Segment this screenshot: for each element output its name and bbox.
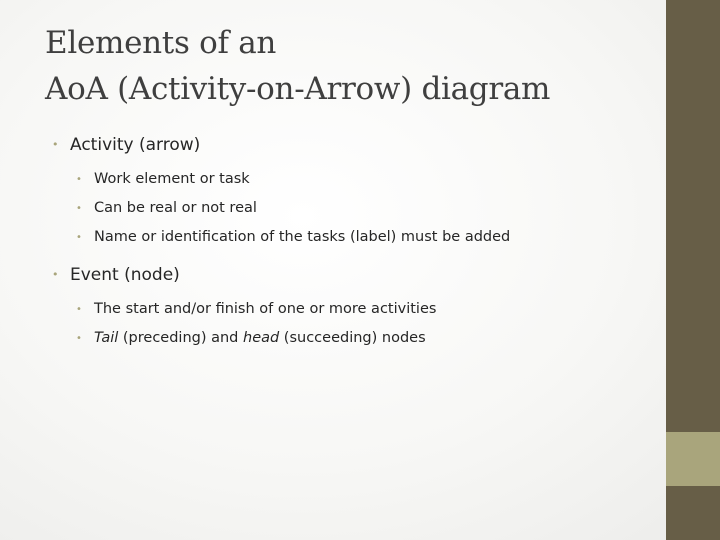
tail-term: Tail (94, 330, 119, 346)
head-rest: (succeeding) nodes (279, 330, 426, 346)
slide-title (45, 20, 655, 112)
sub-bullet-work-element (52, 165, 652, 194)
sub-bullet-label: Work element or task (94, 171, 250, 187)
sidebar-accent-block (666, 432, 720, 486)
sub-bullet-tail-head (52, 324, 652, 353)
sub-bullet-label: Name or identification of the tasks (label) must be added (94, 229, 511, 245)
bullet-label: Event (node) (70, 265, 180, 285)
title-line-1: Elements of an (45, 25, 277, 61)
sub-bullet-label: Can be real or not real (94, 200, 257, 216)
title-line-2: AoA (Activity-on-Arrow) diagram (45, 71, 551, 107)
bullet-dot-icon: • (52, 138, 59, 151)
bullet-list (52, 128, 652, 353)
sub-bullet-start-finish (52, 295, 652, 324)
sub-bullet-label-added (52, 223, 652, 252)
head-term: head (243, 330, 280, 346)
bullet-dot-icon: • (76, 174, 82, 185)
bullet-dot-icon: • (76, 232, 82, 243)
bullet-event (52, 258, 652, 292)
bullet-dot-icon: • (76, 203, 82, 214)
sub-bullet-label: The start and/or finish of one or more activities (94, 301, 437, 317)
bullet-dot-icon: • (52, 268, 59, 281)
bullet-activity (52, 128, 652, 162)
bullet-dot-icon: • (76, 304, 82, 315)
tail-rest: (preceding) and (118, 330, 243, 346)
bullet-label: Activity (arrow) (70, 135, 201, 155)
bullet-dot-icon: • (76, 333, 82, 344)
sub-bullet-real-or-not (52, 194, 652, 223)
